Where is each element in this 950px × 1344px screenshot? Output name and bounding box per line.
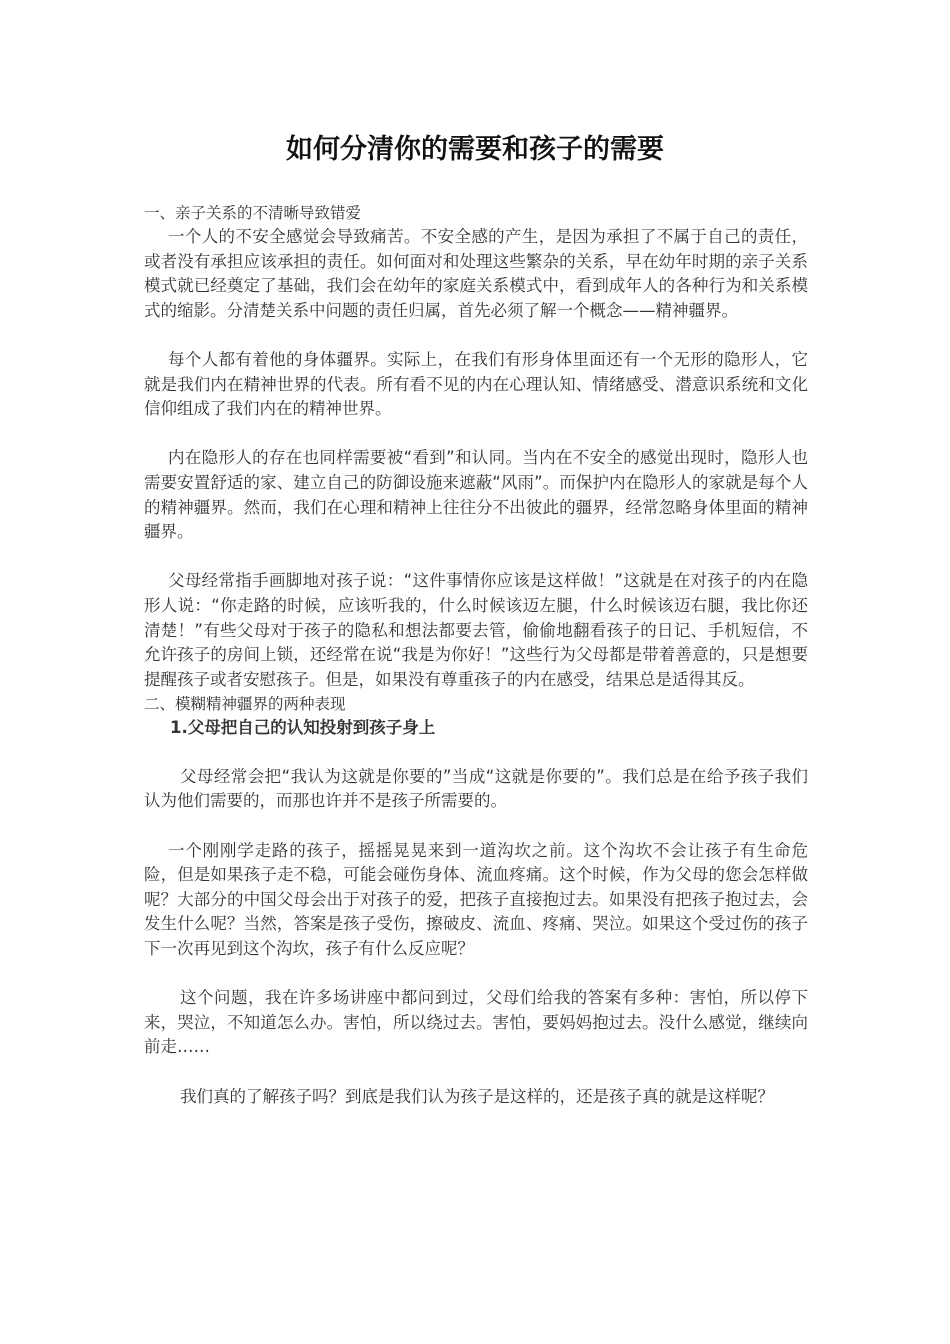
section-heading-1: 一、亲子关系的不清晰导致错爱 bbox=[144, 204, 362, 222]
paragraph-spacer bbox=[144, 323, 808, 348]
paragraph-7: 这个问题，我在许多场讲座中都问到过，父母们给我的答案有多种：害怕，所以停下来，哭泣，不知道怎么办。害怕，所以绕过去。害怕，要妈妈抱过去。没什么感觉，继续向前走…… bbox=[144, 988, 808, 1057]
paragraph-spacer bbox=[144, 814, 808, 839]
paragraph-3: 内在隐形人的存在也同样需要被“看到”和认同。当内在不安全的感觉出现时，隐形人也需要安置舒适的家、建立自己的防御设施来遮蔽“风雨”。而保护内在隐形人的家就是每个人的精神疆界。然而，我们在心理和精神上往往分不出彼此的疆界，经常忽略身体里面的精神疆界。 bbox=[144, 448, 808, 542]
paragraph-spacer bbox=[144, 740, 808, 765]
page-title: 如何分清你的需要和孩子的需要 bbox=[286, 134, 664, 165]
subsection-heading-1: 1.父母把自己的认知投射到孩子身上 bbox=[170, 718, 436, 738]
paragraph-8: 我们真的了解孩子吗？到底是我们认为孩子是这样的，还是孩子真的就是这样呢？ bbox=[180, 1086, 774, 1106]
paragraph-2: 每个人都有着他的身体疆界。实际上，在我们有形身体里面还有一个无形的隐形人，它就是我们内在精神世界的代表。所有看不见的内在心理认知、情绪感受、潜意识系统和文化信仰组成了我们内在的精神世界。 bbox=[144, 349, 808, 419]
paragraph-1: 一个人的不安全感觉会导致痛苦。不安全感的产生，是因为承担了不属于自己的责任，或者没有承担应该承担的责任。如何面对和处理这些繁杂的关系，早在幼年时期的亲子关系模式就已经奠定了基础，我们会在幼年的家庭关系模式中，看到成年人的各种行为和关系模式的缩影。分清楚关系中问题的责任归属，首先必须了解一个概念——精神疆界。 bbox=[144, 227, 808, 320]
section-heading-2: 二、模糊精神疆界的两种表现 bbox=[144, 695, 346, 714]
paragraph-4: 父母经常指手画脚地对孩子说：“这件事情你应该是这样做！”这就是在对孩子的内在隐形人说：“你走路的时候，应该听我的，什么时候该迈左腿，什么时候该迈右腿，我比你还清楚！”有些父母对于孩子的隐私和想法都要去管，偷偷地翻看孩子的日记、手机短信，不允许孩子的房间上锁，还经常在说“我是为你好！”这些行为父母都是带着善意的，只是想要提醒孩子或者安慰孩子。但是，如果没有尊重孩子的内在感受，结果总是适得其反。 bbox=[144, 571, 808, 689]
paragraph-6: 一个刚刚学走路的孩子，摇摇晃晃来到一道沟坎之前。这个沟坎不会让孩子有生命危险，但是如果孩子走不稳，可能会碰伤身体、流血疼痛。这个时候，作为父母的您会怎样做呢？大部分的中国父母会出于对孩子的爱，把孩子直接抱过去。如果没有把孩子抱过去，会发生什么呢？当然，答案是孩子受伤，擦破皮、流血、疼痛、哭泣。如果这个受过伤的孩子下一次再见到这个沟坎，孩子有什么反应呢？ bbox=[144, 840, 808, 959]
paragraph-spacer bbox=[144, 545, 808, 570]
paragraph-5: 父母经常会把“我认为这就是你要的”当成“这就是你要的”。我们总是在给予孩子我们认为他们需要的，而那也许并不是孩子所需要的。 bbox=[144, 766, 808, 811]
paragraph-spacer bbox=[144, 1060, 808, 1085]
article-body bbox=[144, 201, 808, 1109]
paragraph-spacer bbox=[144, 962, 808, 987]
paragraph-spacer bbox=[144, 422, 808, 447]
